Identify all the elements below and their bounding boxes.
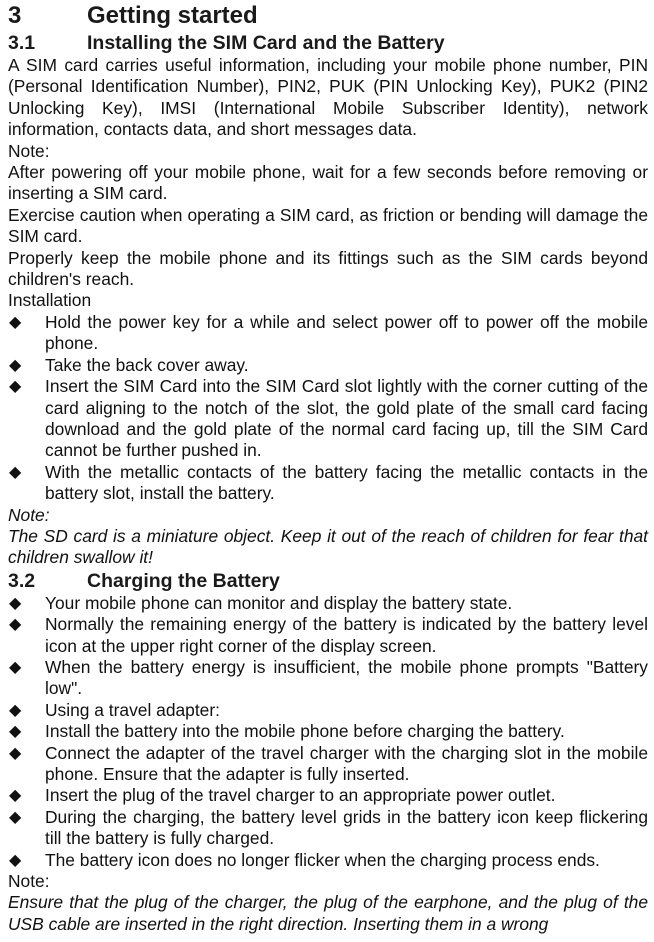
list-item	[8, 807, 648, 850]
diamond-bullet-icon: ◆	[9, 808, 22, 826]
diamond-bullet-icon: ◆	[9, 701, 22, 719]
list-item-text: Normally the remaining energy of the battery is indicated by the battery level icon at the upper right corner of the display screen.	[45, 614, 648, 656]
section-number: 3.1	[8, 32, 36, 54]
list-item-text: Using a travel adapter:	[45, 699, 220, 720]
sd-note-paragraph: The SD card is a miniature object. Keep it out of the reach of children for fear that children swallow it!	[8, 525, 648, 568]
list-item	[8, 462, 648, 505]
section-title: Charging the Battery	[87, 569, 280, 592]
list-item	[8, 743, 648, 786]
diamond-bullet-icon: ◆	[9, 658, 22, 676]
list-item	[8, 614, 648, 657]
manual-page	[0, 1, 654, 935]
diamond-bullet-icon: ◆	[9, 594, 22, 612]
list-item-text: When the battery energy is insufficient, the mobile phone prompts "Battery low".	[45, 656, 648, 699]
note-label: Note:	[8, 140, 50, 161]
list-item	[8, 593, 648, 614]
diamond-bullet-icon: ◆	[9, 378, 22, 396]
list-item	[8, 376, 648, 462]
diamond-bullet-icon: ◆	[9, 723, 22, 741]
list-item	[8, 850, 648, 871]
list-item-text: During the charging, the battery level grids in the battery icon keep flickering till the battery is fully charged.	[45, 806, 648, 849]
list-item-text: Hold the power key for a while and select power off to power off the mobile phone.	[45, 311, 648, 354]
chapter-heading	[8, 1, 648, 31]
diamond-bullet-icon: ◆	[9, 463, 22, 481]
diamond-bullet-icon: ◆	[9, 787, 22, 805]
list-item-text: The battery icon does no longer flicker when the charging process ends.	[45, 849, 600, 870]
charging-note-label: Note:	[8, 871, 50, 892]
list-item-text: Install the battery into the mobile phone before charging the battery.	[45, 721, 565, 742]
diamond-bullet-icon: ◆	[9, 744, 22, 762]
installation-steps-list	[8, 312, 648, 505]
chapter-number: 3	[8, 2, 22, 29]
list-item-text: Your mobile phone can monitor and display the battery state.	[45, 592, 513, 613]
section-title: Installing the SIM Card and the Battery	[87, 32, 445, 54]
installation-label: Installation	[8, 290, 92, 311]
note-paragraph: Exercise caution when operating a SIM card, as friction or bending will damage the SIM card.	[8, 204, 648, 247]
list-item-text: Connect the adapter of the travel charger with the charging slot in the mobile phone. Ensure that the adapter is fully inserted.	[45, 742, 648, 784]
list-item-text: Insert the SIM Card into the SIM Card slot lightly with the corner cutting of the card aligning to the notch of the slot, the gold plate of the small card facing download and the gold plate of the normal card facing up, till the SIM Card cannot be further pushed in.	[45, 376, 648, 461]
list-item	[8, 785, 648, 806]
list-item	[8, 355, 648, 376]
sim-intro-paragraph: A SIM card carries useful information, including your mobile phone number, PIN (Personal Identification Number), PIN2, PUK (PIN Unlocking Key), PUK2 (PIN2 Unlocking Key), IMSI (International Mobile Subscriber Identity), network information, contacts data, and short messages data.	[8, 55, 648, 140]
list-item	[8, 312, 648, 355]
list-item-text: With the metallic contacts of the battery facing the metallic contacts in the battery slot, install the battery.	[45, 461, 648, 504]
diamond-bullet-icon: ◆	[9, 313, 22, 331]
charging-steps-list	[8, 593, 648, 871]
list-item	[8, 657, 648, 700]
list-item	[8, 700, 648, 721]
sd-note-label: Note:	[8, 504, 50, 525]
list-item	[8, 721, 648, 742]
chapter-title: Getting started	[87, 2, 258, 29]
note-paragraph: After powering off your mobile phone, wait for a few seconds before removing or inserting a SIM card.	[8, 162, 648, 204]
note-paragraph: Properly keep the mobile phone and its fittings such as the SIM cards beyond children's reach.	[8, 247, 648, 290]
diamond-bullet-icon: ◆	[9, 356, 22, 374]
section-heading-3-2	[8, 569, 648, 593]
section-heading-3-1	[8, 31, 648, 55]
diamond-bullet-icon: ◆	[9, 851, 22, 869]
list-item-text: Take the back cover away.	[45, 354, 249, 375]
list-item-text: Insert the plug of the travel charger to an appropriate power outlet.	[45, 785, 556, 806]
charging-note-paragraph: Ensure that the plug of the charger, the plug of the earphone, and the plug of the USB cable are inserted in the right direction. Inserting them in a wrong	[8, 892, 648, 934]
section-number: 3.2	[8, 569, 36, 592]
diamond-bullet-icon: ◆	[9, 616, 22, 634]
